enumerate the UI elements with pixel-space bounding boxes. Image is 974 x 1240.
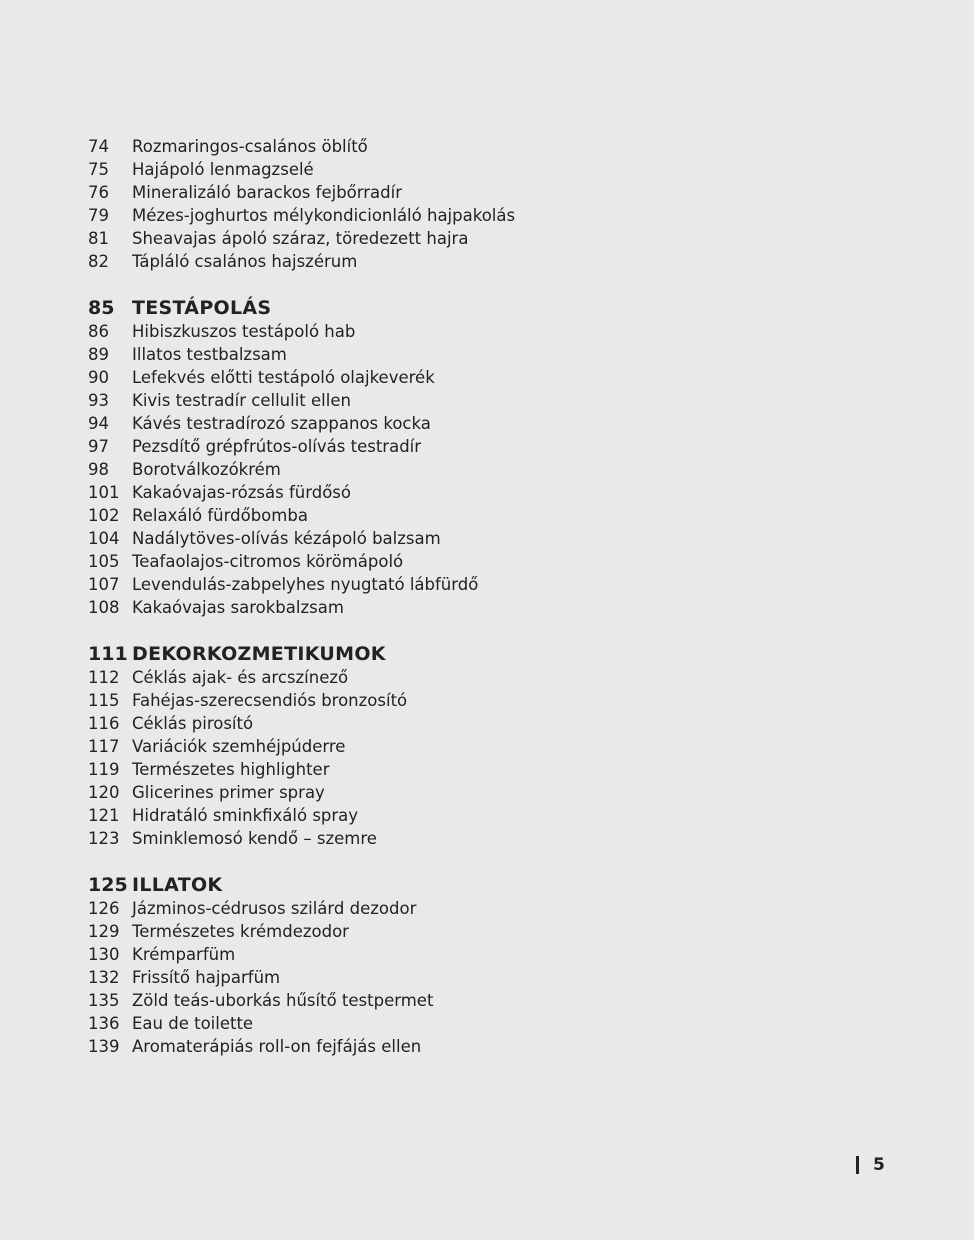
- section-gap: [88, 273, 688, 296]
- toc-entry[interactable]: [88, 804, 688, 827]
- entry-page-number: 102: [88, 506, 120, 525]
- entry-page-number: 75: [88, 160, 109, 179]
- entry-page-number: 123: [88, 829, 120, 848]
- toc-entry[interactable]: [88, 458, 688, 481]
- toc-entry[interactable]: [88, 989, 688, 1012]
- toc-entry[interactable]: [88, 897, 688, 920]
- entry-page-number: 81: [88, 229, 109, 248]
- entry-title: Borotválkozókrém: [132, 460, 281, 479]
- toc-entry[interactable]: [88, 758, 688, 781]
- entry-title: Céklás ajak- és arcszínező: [132, 668, 349, 687]
- section-page-number: 85: [88, 297, 115, 319]
- toc-entry[interactable]: [88, 366, 688, 389]
- toc-entry[interactable]: [88, 320, 688, 343]
- toc-entry[interactable]: [88, 712, 688, 735]
- section-page-number: 111: [88, 643, 128, 665]
- entry-page-number: 74: [88, 137, 109, 156]
- entry-page-number: 132: [88, 968, 120, 987]
- entry-title: Zöld teás-uborkás hűsítő testpermet: [132, 991, 434, 1010]
- entry-title: Sheavajas ápoló száraz, töredezett hajra: [132, 229, 469, 248]
- entry-page-number: 139: [88, 1037, 120, 1056]
- entry-page-number: 135: [88, 991, 120, 1010]
- entry-page-number: 94: [88, 414, 109, 433]
- section-heading[interactable]: [88, 873, 688, 897]
- section-heading[interactable]: [88, 642, 688, 666]
- entry-title: Jázminos-cédrusos szilárd dezodor: [132, 899, 417, 918]
- entry-page-number: 112: [88, 668, 120, 687]
- toc-entry[interactable]: [88, 827, 688, 850]
- entry-title: Aromaterápiás roll-on fejfájás ellen: [132, 1037, 422, 1056]
- entry-title: Rozmaringos-csalános öblítő: [132, 137, 368, 156]
- entry-title: Mézes-joghurtos mélykondicionláló hajpakolás: [132, 206, 516, 225]
- entry-title: Levendulás-zabpelyhes nyugtató lábfürdő: [132, 575, 479, 594]
- entry-page-number: 120: [88, 783, 120, 802]
- entry-title: Kávés testradírozó szappanos kocka: [132, 414, 431, 433]
- toc-entry[interactable]: [88, 550, 688, 573]
- entry-title: Variációk szemhéjpúderre: [132, 737, 346, 756]
- section-title: ILLATOK: [132, 874, 223, 896]
- toc-entry[interactable]: [88, 435, 688, 458]
- entry-title: Illatos testbalzsam: [132, 345, 287, 364]
- entry-title: Fahéjas-szerecsendiós bronzosító: [132, 691, 408, 710]
- toc-entry[interactable]: [88, 943, 688, 966]
- toc-entry[interactable]: [88, 135, 688, 158]
- entry-page-number: 90: [88, 368, 109, 387]
- section-heading[interactable]: [88, 296, 688, 320]
- entry-title: Természetes krémdezodor: [132, 922, 349, 941]
- entry-title: Kakaóvajas-rózsás fürdősó: [132, 483, 351, 502]
- page-number: [856, 1155, 885, 1175]
- toc-entry[interactable]: [88, 596, 688, 619]
- entry-title: Hidratáló sminkfixáló spray: [132, 806, 359, 825]
- entry-page-number: 86: [88, 322, 109, 341]
- entry-page-number: 121: [88, 806, 120, 825]
- entry-page-number: 104: [88, 529, 120, 548]
- entry-page-number: 119: [88, 760, 120, 779]
- entry-title: Eau de toilette: [132, 1014, 254, 1033]
- toc-entry[interactable]: [88, 250, 688, 273]
- entry-page-number: 115: [88, 691, 120, 710]
- entry-page-number: 101: [88, 483, 120, 502]
- entry-title: Teafaolajos-citromos körömápoló: [132, 552, 404, 571]
- entry-title: Relaxáló fürdőbomba: [132, 506, 308, 525]
- entry-page-number: 76: [88, 183, 109, 202]
- entry-title: Kivis testradír cellulit ellen: [132, 391, 351, 410]
- entry-page-number: 116: [88, 714, 120, 733]
- entry-title: Céklás pirosító: [132, 714, 254, 733]
- entry-page-number: 126: [88, 899, 120, 918]
- toc-entry[interactable]: [88, 389, 688, 412]
- toc-entry[interactable]: [88, 920, 688, 943]
- entry-page-number: 130: [88, 945, 120, 964]
- toc-entry[interactable]: [88, 343, 688, 366]
- toc-entry[interactable]: [88, 481, 688, 504]
- toc-entry[interactable]: [88, 181, 688, 204]
- entry-title: Lefekvés előtti testápoló olajkeverék: [132, 368, 435, 387]
- entry-page-number: 117: [88, 737, 120, 756]
- toc-entry[interactable]: [88, 1035, 688, 1058]
- table-of-contents: [88, 135, 688, 1058]
- page-number-divider: [856, 1156, 859, 1174]
- entry-title: Nadálytöves-olívás kézápoló balzsam: [132, 529, 441, 548]
- section-page-number: 125: [88, 874, 128, 896]
- entry-title: Pezsdítő grépfrútos-olívás testradír: [132, 437, 422, 456]
- entry-title: Hibiszkuszos testápoló hab: [132, 322, 356, 341]
- toc-entry[interactable]: [88, 527, 688, 550]
- toc-entry[interactable]: [88, 204, 688, 227]
- section-gap: [88, 619, 688, 642]
- toc-entry[interactable]: [88, 689, 688, 712]
- entry-title: Glicerines primer spray: [132, 783, 325, 802]
- entry-title: Mineralizáló barackos fejbőrradír: [132, 183, 402, 202]
- entry-page-number: 93: [88, 391, 109, 410]
- toc-entry[interactable]: [88, 966, 688, 989]
- toc-entry[interactable]: [88, 504, 688, 527]
- toc-entry[interactable]: [88, 158, 688, 181]
- entry-page-number: 108: [88, 598, 120, 617]
- entry-page-number: 97: [88, 437, 109, 456]
- entry-page-number: 107: [88, 575, 120, 594]
- toc-entry[interactable]: [88, 1012, 688, 1035]
- entry-page-number: 129: [88, 922, 120, 941]
- entry-title: Krémparfüm: [132, 945, 236, 964]
- section-title: TESTÁPOLÁS: [132, 297, 272, 319]
- entry-title: Természetes highlighter: [132, 760, 330, 779]
- toc-entry[interactable]: [88, 573, 688, 596]
- toc-entry[interactable]: [88, 781, 688, 804]
- toc-entry[interactable]: [88, 666, 688, 689]
- entry-title: Frissítő hajparfüm: [132, 968, 281, 987]
- entry-title: Sminklemosó kendő – szemre: [132, 829, 377, 848]
- entry-page-number: 105: [88, 552, 120, 571]
- toc-entry[interactable]: [88, 227, 688, 250]
- page-number-value: 5: [873, 1155, 885, 1175]
- section-title: DEKORKOZMETIKUMOK: [132, 643, 386, 665]
- entry-page-number: 98: [88, 460, 109, 479]
- section-gap: [88, 850, 688, 873]
- toc-entry[interactable]: [88, 735, 688, 758]
- entry-page-number: 89: [88, 345, 109, 364]
- entry-title: Kakaóvajas sarokbalzsam: [132, 598, 344, 617]
- entry-page-number: 82: [88, 252, 109, 271]
- entry-title: Tápláló csalános hajszérum: [132, 252, 358, 271]
- toc-entry[interactable]: [88, 412, 688, 435]
- entry-title: Hajápoló lenmagzselé: [132, 160, 314, 179]
- entry-page-number: 79: [88, 206, 109, 225]
- entry-page-number: 136: [88, 1014, 120, 1033]
